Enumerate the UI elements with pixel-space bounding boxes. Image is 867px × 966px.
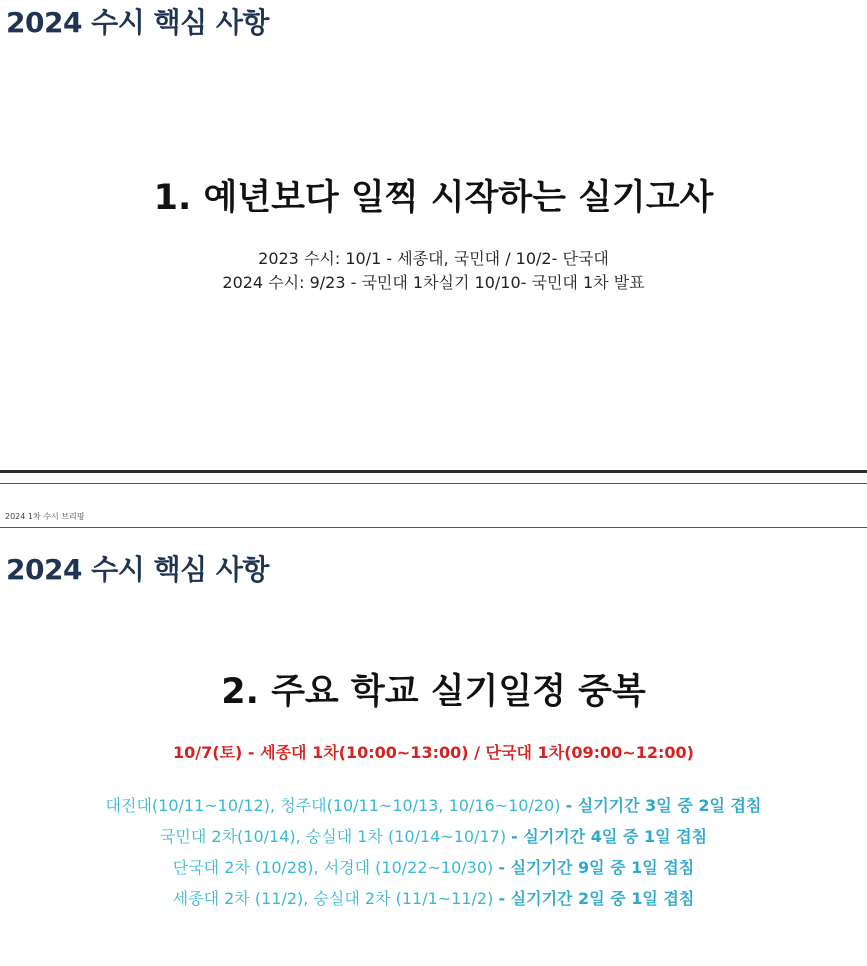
overlap-summary: - 실기기간 9일 중 1일 겹침: [498, 858, 695, 877]
overlap-schools: 세종대 2차 (11/2), 숭실대 2차 (11/1~11/2): [172, 889, 499, 908]
overlap-schools: 단국대 2차 (10/28), 서경대 (10/22~10/30): [172, 858, 499, 877]
overlap-list: [0, 790, 867, 914]
slide-header-title: 2024 수시 핵심 사항: [6, 6, 269, 39]
overlap-row: [0, 852, 867, 883]
overlap-schools: 대진대(10/11~10/12), 청주대(10/11~10/13, 10/16~10/20): [105, 796, 566, 815]
overlap-row: [0, 883, 867, 914]
overlap-summary: - 실기기간 3일 중 2일 겹침: [565, 796, 762, 815]
overlap-summary: - 실기기간 2일 중 1일 겹침: [498, 889, 695, 908]
footer-label: 2024 1차 수시 브리핑: [5, 512, 85, 521]
schedule-line-2024: 2024 수시: 9/23 - 국민대 1차실기 10/10- 국민대 1차 발표: [222, 273, 645, 292]
schedule-comparison: [0, 247, 867, 295]
slide-divider-thin: [0, 483, 867, 484]
section-title: 2. 주요 학교 실기일정 중복: [221, 672, 646, 712]
overlap-schools: 국민대 2차(10/14), 숭실대 1차 (10/14~10/17): [159, 827, 512, 846]
schedule-line-2023: 2023 수시: 10/1 - 세종대, 국민대 / 10/2- 단국대: [258, 249, 609, 268]
slide-header-title: 2024 수시 핵심 사항: [6, 553, 269, 586]
overlap-row: [0, 821, 867, 852]
overlap-row: [0, 790, 867, 821]
slide-1: [0, 0, 867, 468]
section-title: 1. 예년보다 일찍 시작하는 실기고사: [153, 178, 714, 218]
slide-divider: [0, 470, 867, 473]
overlap-summary: - 실기기간 4일 중 1일 겹침: [511, 827, 708, 846]
conflict-highlight: 10/7(토) - 세종대 1차(10:00~13:00) / 단국대 1차(09:00~12:00): [173, 743, 694, 762]
slide-2: [0, 486, 867, 966]
